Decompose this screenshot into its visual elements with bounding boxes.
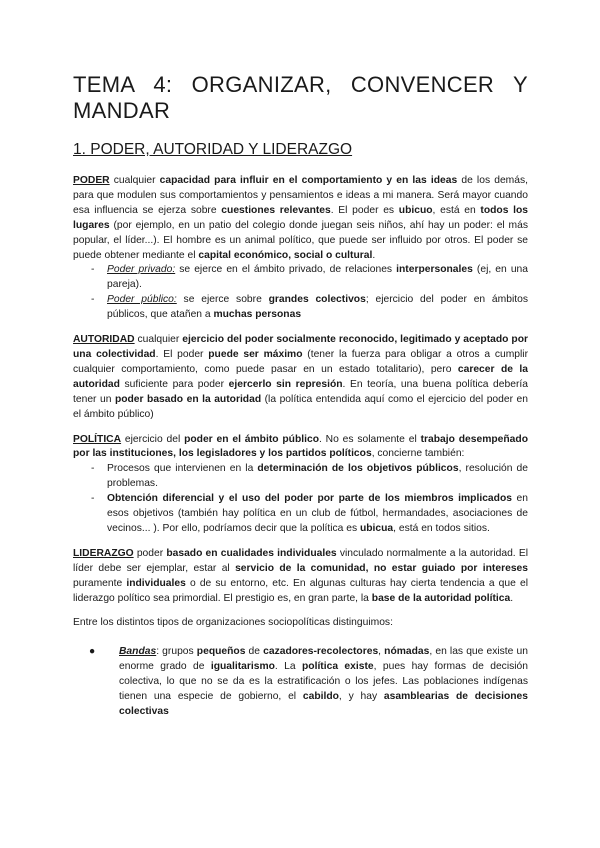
section-heading: 1. PODER, AUTORIDAD Y LIDERAZGO: [73, 141, 353, 158]
text: . En teoría, una buena política debería tener un: [73, 378, 528, 405]
bandas-bullet-item: [89, 645, 528, 720]
bold-text: muchas personas: [213, 309, 302, 321]
bold-text: cazadores-recolectores: [263, 646, 379, 658]
bold-text: determinación de los objetivos públicos: [257, 463, 459, 475]
bold-text: igualitarismo: [210, 661, 275, 673]
list-item-procesos: [91, 462, 528, 492]
text: , pues hay formas de decisión colectiva, lo que no se da es la estratificación o los jefes. Las poblaciones indígenas tienen una especie de gobierno, el: [119, 661, 528, 703]
term-politica: POLÍTICA: [73, 433, 122, 445]
bold-text: política existe: [302, 661, 374, 673]
bold-text: poder en el ámbito público: [184, 433, 319, 445]
poder-definition: [73, 174, 528, 323]
bold-text: servicio de la comunidad, no estar guiado por intereses: [235, 562, 528, 574]
text: puramente: [73, 577, 127, 589]
text: , y hay: [338, 691, 384, 703]
bold-text: trabajo desempeñado por las instituciones, los legisladores y los partidos políticos: [73, 433, 528, 460]
bold-text: ejercicio del poder socialmente reconocido, legitimado y aceptado por una colectividad: [73, 334, 528, 360]
text: de: [245, 646, 264, 658]
intro-block: [73, 616, 528, 631]
liderazgo-definition: [73, 547, 528, 607]
politica-paragraph: [73, 433, 528, 463]
text: , en las que existe un enorme grado de: [119, 646, 528, 673]
text: ,: [378, 646, 385, 658]
bold-text: cuestiones relevantes: [221, 204, 331, 216]
bold-text: asamblearias de decisiones colectivas: [119, 691, 528, 717]
politica-definition: [73, 433, 528, 537]
autoridad-paragraph: [73, 333, 528, 422]
bold-text: basado en cualidades individuales: [166, 547, 337, 559]
bold-text: todos los lugares: [73, 204, 529, 231]
bold-text: nómadas: [384, 646, 430, 658]
bold-text: poder basado en la autoridad: [114, 393, 262, 405]
text: (ej, en una pareja).: [107, 264, 528, 291]
text: cualquier: [134, 334, 183, 346]
text: poder: [133, 547, 167, 559]
text: . El poder: [155, 348, 209, 360]
text: , concierne también:: [371, 448, 465, 460]
text: , está en: [432, 204, 481, 216]
text: ; ejercicio del poder en ámbitos públicos, que atañen a: [107, 294, 528, 321]
poder-types-list: [73, 263, 528, 323]
list-item-poder-privado: [91, 263, 528, 293]
text: cualquier: [109, 175, 160, 186]
bold-text: grandes colectivos: [268, 294, 366, 306]
item-label: Poder privado:: [107, 264, 176, 276]
title-line-1: TEMA 4: ORGANIZAR, CONVENCER Y: [73, 72, 528, 97]
bold-text: carecer de la autoridad: [73, 363, 528, 390]
autoridad-definition: [73, 333, 528, 422]
poder-paragraph: [73, 174, 528, 263]
text: . No es solamente el: [318, 433, 421, 445]
text: o de su entorno, etc. En algunas culturas hay cierta tendencia a que el liderazgo político sea primordial. El prestigio es, en gran parte, la: [73, 577, 528, 604]
page-title: [73, 72, 528, 124]
text: (por ejemplo, en un patio del colegio donde juegan seis niños, ahí hay un poder: el más popular, el líder...). El hombre es un animal político, que puede ser influido por otros. El poder se puede obtener mediante el: [73, 219, 528, 261]
text: (tener la fuerza para obligar a otros a cumplir cualquier comportamiento, como puede pasar en un estado totalitario), pero: [73, 348, 529, 375]
text: , resolución de problemas.: [107, 463, 528, 490]
bold-text: individuales: [126, 577, 186, 589]
bullet-dot-icon: ●: [89, 646, 96, 658]
text: (la política entendida aquí como el ejercicio del poder en el ámbito público): [73, 393, 528, 420]
bold-text: cabildo: [302, 691, 339, 703]
bold-text: interpersonales: [396, 264, 473, 276]
bold-text: Obtención diferencial y el uso del poder por parte de los miembros implicados: [107, 493, 512, 505]
list-item-obtencion: [91, 492, 528, 537]
bold-text: ubicua: [359, 522, 394, 534]
politica-list: [73, 462, 528, 537]
text: ejercicio del: [121, 433, 185, 445]
text: se ejerce sobre: [176, 294, 269, 306]
text: de los demás, para que modulen sus comportamientos y pensamientos e ideas a mi manera. Será mayor cuando esa influencia se ejerza sobre: [73, 175, 528, 216]
bold-text: ejercerlo sin represión: [228, 378, 343, 390]
text: .: [510, 592, 514, 604]
term-poder: PODER: [73, 175, 110, 186]
text: suficiente para poder: [119, 378, 229, 390]
liderazgo-paragraph: [73, 547, 528, 607]
list-item-poder-publico: [91, 293, 528, 323]
text: , está en todos sitios.: [393, 522, 490, 534]
intro-paragraph: Entre los distintos tipos de organizaciones sociopolíticas distinguimos:: [73, 617, 393, 629]
text: . El poder es: [330, 204, 399, 216]
text: .: [372, 249, 376, 261]
text: Procesos que intervienen en la: [107, 463, 258, 475]
text: en esos objetivos (también hay política en un club de fútbol, hermandades, asociaciones de vecinos... ). Por ello, podríamos decir que la política es: [107, 493, 528, 534]
item-label: Poder público:: [107, 294, 177, 306]
text: vinculado normalmente a la autoridad. El líder debe ser ejemplar, estar al: [73, 547, 528, 574]
text: se ejerce en el ámbito privado, de relaciones: [175, 264, 397, 276]
bold-text: pequeños: [196, 646, 246, 658]
title-line-2: MANDAR: [73, 98, 171, 123]
bold-text: capacidad para influir en el comportamiento y en las ideas: [159, 175, 458, 186]
bold-text: ubicuo: [398, 204, 433, 216]
text: . La: [274, 661, 302, 673]
bold-text: base de la autoridad política: [371, 592, 511, 604]
term-bandas: Bandas: [119, 646, 157, 658]
term-liderazgo: LIDERAZGO: [73, 547, 134, 559]
bold-text: capital económico, social o cultural: [198, 249, 373, 261]
text: : grupos: [156, 646, 197, 658]
bold-text: puede ser máximo: [208, 348, 303, 360]
term-autoridad: AUTORIDAD: [73, 334, 135, 346]
